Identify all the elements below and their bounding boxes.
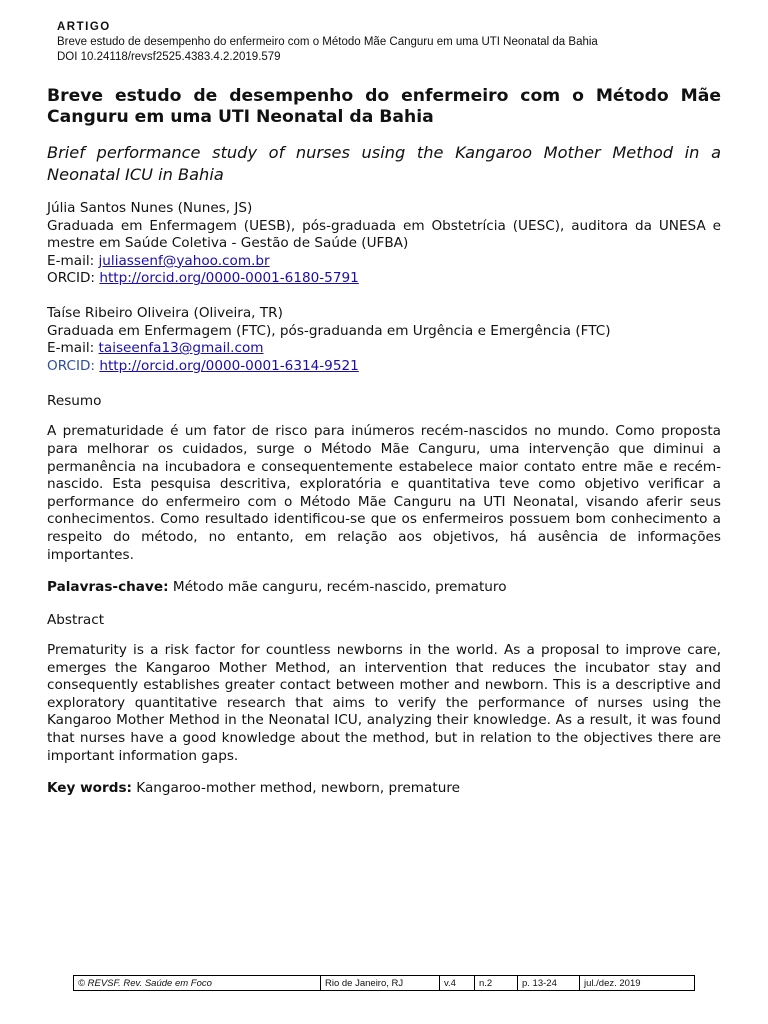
orcid-link[interactable]: http://orcid.org/0000-0001-6180-5791 xyxy=(99,270,359,287)
resumo-heading: Resumo xyxy=(47,393,102,410)
article-page xyxy=(47,20,721,797)
author-block xyxy=(47,305,721,375)
running-header xyxy=(47,20,721,65)
resumo-text: A prematuridade é um fator de risco para inúmeros recém-nascidos no mundo. Como proposta para melhorar os cuidados, surge o Método Mãe Canguru, uma intervenção que diminui a permanência na incubadora e consequentemente estabelece maior contato entre mãe e recém-nascido. Esta pesquisa descritiva, exploratória e quantitativa teve como objetivo verificar a performance do enfermeiro com o Método Mãe Canguru na UTI Neonatal, visando aferir seus conhecimentos. Como resultado identificou-se que os enfermeiros possuem bom conhecimento a respeito do método, no entanto, em relação aos objetivos, há ausência de informações importantes. xyxy=(47,423,721,563)
author-orcid-line xyxy=(47,358,721,376)
keywords-label: Key words: xyxy=(47,780,132,797)
email-label: E-mail: xyxy=(47,252,95,269)
email-link[interactable]: taiseenfa13@gmail.com xyxy=(98,340,264,357)
author-affiliation: Graduada em Enfermagem (FTC), pós-graduanda em Urgência e Emergência (FTC) xyxy=(47,322,611,339)
palavras-chave xyxy=(47,578,721,596)
key-words xyxy=(47,779,721,797)
orcid-label: ORCID: xyxy=(47,357,96,374)
orcid-label: ORCID: xyxy=(47,270,96,287)
author-block xyxy=(47,200,721,288)
footer-volume: v.4 xyxy=(440,976,475,991)
author-orcid-line xyxy=(47,270,721,288)
author-name: Taíse Ribeiro Oliveira (Oliveira, TR) xyxy=(47,304,283,321)
title-english: Brief performance study of nurses using the Kangaroo Mother Method in a Neonatal ICU in Bahia xyxy=(47,143,721,184)
keywords-text: Kangaroo-mother method, newborn, premature xyxy=(136,780,460,797)
author-email-line xyxy=(47,340,721,358)
keywords-text: Método mãe canguru, recém-nascido, prematuro xyxy=(172,579,507,596)
keywords-label: Palavras-chave: xyxy=(47,579,169,596)
footer-journal: © REVSF. Rev. Saúde em Foco xyxy=(74,976,321,991)
author-email-line xyxy=(47,253,721,271)
doi: DOI 10.24118/revsf2525.4383.4.2.2019.579 xyxy=(57,51,281,63)
footer-place: Rio de Janeiro, RJ xyxy=(321,976,440,991)
running-title: Breve estudo de desempenho do enfermeiro com o Método Mãe Canguru em uma UTI Neonatal da Bahia xyxy=(57,36,598,48)
footer-pages: p. 13-24 xyxy=(518,976,580,991)
footer-number: n.2 xyxy=(475,976,518,991)
author-name: Júlia Santos Nunes (Nunes, JS) xyxy=(47,200,253,216)
abstract-heading: Abstract xyxy=(47,612,105,629)
title-portuguese: Breve estudo de desempenho do enfermeiro com o Método Mãe Canguru em uma UTI Neonatal da Bahia xyxy=(47,86,721,127)
email-link[interactable]: juliassenf@yahoo.com.br xyxy=(98,252,270,269)
orcid-link[interactable]: http://orcid.org/0000-0001-6314-9521 xyxy=(99,357,359,374)
footer-date: jul./dez. 2019 xyxy=(580,976,695,991)
email-label: E-mail: xyxy=(47,340,95,357)
journal-footer xyxy=(73,975,695,991)
author-affiliation: Graduada em Enfermagem (UESB), pós-graduada em Obstetrícia (UESC), auditora da UNESA e mestre em Saúde Coletiva - Gestão de Saúde (UFBA) xyxy=(47,217,721,252)
abstract-text: Prematurity is a risk factor for countless newborns in the world. As a proposal to improve care, emerges the Kangaroo Mother Method, an intervention that reduces the incubator stay and consequently establishes greater contact between mother and newborn. This is a descriptive and exploratory quantitative research that aims to verify the performance of nurses using the Kangaroo Mother Method in the Neonatal ICU, analyzing their knowledge. As a result, it was found that nurses have a good knowledge about the method, but in relation to the objectives there are important information gaps. xyxy=(47,642,721,764)
article-type-label: ARTIGO xyxy=(57,21,111,33)
